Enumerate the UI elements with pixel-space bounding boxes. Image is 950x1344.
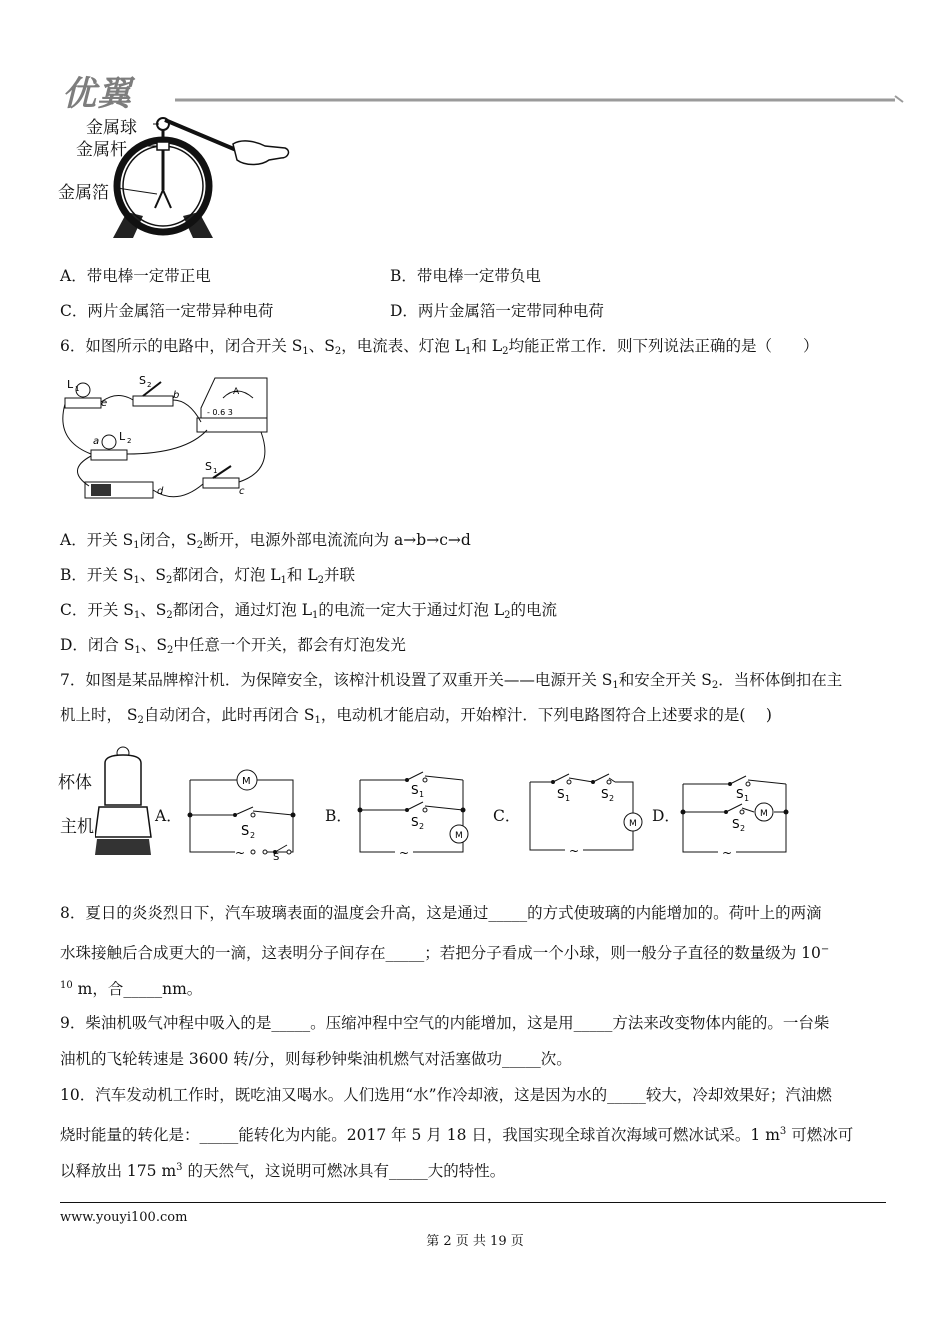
svg-text:S: S — [736, 787, 744, 801]
circuit-b — [355, 770, 475, 860]
svg-text:2: 2 — [147, 381, 152, 389]
svg-text:1: 1 — [565, 794, 571, 803]
svg-text:M: M — [760, 809, 768, 819]
svg-text:1: 1 — [744, 794, 750, 803]
svg-text:c: c — [239, 486, 245, 497]
svg-text:S: S — [411, 815, 419, 829]
svg-text:1: 1 — [419, 790, 425, 799]
q6-stem: 6．如图所示的电路中，闭合开关 $S_1$、$S_2$，电流表、灯泡 $L_1$和 $L_2$均能正常工作．则下列说法正确的是（ ） — [60, 337, 819, 357]
header-logo: 优翼 — [62, 74, 132, 114]
svg-text:S: S — [139, 374, 146, 387]
q6-option-b: B．开关 $S_1$、$S_2$都闭合，灯泡 $L_1$和 $L_2$并联 — [60, 566, 356, 586]
q7-option-b-label: B． — [325, 807, 352, 825]
q5-option-c: C．两片金属箔一定带异种电荷 — [60, 302, 274, 320]
svg-text:M: M — [629, 819, 637, 829]
svg-text:a: a — [93, 436, 100, 447]
q10-line2: 烧时能量的转化是：_____能转化为内能。2017 年 5 月 18 日，我国实现全球首次海域可燃冰试采。1 $m^3$ 可燃冰可 — [60, 1126, 854, 1144]
q9-line1: 9．柴油机吸气冲程中吸入的是_____。压缩冲程中空气的内能增加，这是用_____方法来改变物体内能的。一台柴 — [60, 1014, 830, 1032]
q6-option-a: A．开关 $S_1$闭合，$S_2$断开，电源外部电流流向为 a→b→c→d — [60, 531, 471, 551]
svg-text:1: 1 — [213, 467, 218, 475]
label-metal-ball: 金属球 — [86, 118, 137, 138]
q7-stem-line2: 机上时， $S_2$自动闭合，此时再闭合 $S_1$，电动机才能启动，开始榨汁．下列电路图符合上述要求的是( ) — [60, 706, 772, 726]
q7-stem-line1: 7．如图是某品牌榨汁机．为保障安全，该榨汁机设置了双重开关——电源开关 $S_1$和安全开关 $S_2$．当杯体倒扣在主 — [60, 671, 843, 691]
q10-line1: 10．汽车发动机工作时，既吃油又喝水。人们选用“水”作冷却液，这是因为水的_____较大，冷却效果好；汽油燃 — [60, 1086, 832, 1104]
q7-option-c-label: C． — [493, 807, 521, 825]
header-rule — [175, 92, 905, 106]
q5-option-b: B．带电棒一定带负电 — [390, 267, 541, 285]
svg-text:S: S — [411, 783, 419, 797]
svg-text:M: M — [455, 831, 463, 841]
q8-line2: 水珠接触后合成更大的一滴，这表明分子间存在_____；若把分子看成一个小球，则一般分子直径的数量级为 10− — [60, 944, 830, 962]
svg-text:e: e — [101, 398, 108, 409]
footer-url[interactable]: www.youyi100.com — [60, 1210, 188, 1225]
circuit-c — [525, 770, 645, 860]
label-metal-rod: 金属杆 — [76, 140, 127, 160]
svg-text:S: S — [273, 852, 280, 860]
footer-rule — [60, 1202, 886, 1203]
svg-text:- 0.6 3: - 0.6 3 — [207, 408, 233, 417]
svg-text:~: ~ — [722, 846, 733, 860]
svg-text:~: ~ — [399, 846, 410, 860]
circuit-d — [678, 770, 798, 860]
svg-text:1: 1 — [75, 385, 80, 393]
svg-text:M: M — [242, 776, 251, 787]
q7-option-d-label: D． — [652, 807, 680, 825]
svg-text:L: L — [67, 378, 74, 391]
svg-text:S: S — [241, 824, 250, 839]
svg-text:2: 2 — [609, 794, 615, 803]
svg-text:S: S — [601, 787, 609, 801]
svg-text:2: 2 — [740, 824, 746, 833]
svg-text:S: S — [205, 460, 212, 473]
svg-text:~: ~ — [235, 846, 246, 860]
svg-text:S: S — [557, 787, 565, 801]
svg-text:2: 2 — [250, 831, 256, 840]
svg-text:S: S — [732, 817, 740, 831]
q6-option-d: D．闭合 $S_1$、$S_2$中任意一个开关，都会有灯泡发光 — [60, 636, 406, 656]
q8-line1: 8．夏日的炎炎烈日下，汽车玻璃表面的温度会升高，这是通过_____的方式使玻璃的内能增加的。荷叶上的两滴 — [60, 904, 822, 922]
svg-text:d: d — [157, 486, 164, 497]
label-host: 主机 — [60, 817, 94, 837]
label-metal-foil: 金属箔 — [58, 183, 109, 203]
svg-text:b: b — [173, 390, 180, 401]
circuit-a — [185, 765, 305, 860]
svg-text:2: 2 — [127, 437, 132, 445]
svg-text:2: 2 — [419, 822, 425, 831]
label-cup: 杯体 — [58, 773, 92, 793]
q9-line2: 油机的飞轮转速是 3600 转/分，则每秒钟柴油机燃气对活塞做功_____次。 — [60, 1050, 572, 1068]
q8-line3: $^{10}$ m，合_____nm。 — [60, 980, 203, 998]
q6-option-c: C．开关 $S_1$、$S_2$都闭合，通过灯泡 $L_1$的电流一定大于通过灯泡 $L_2$的电流 — [60, 601, 558, 621]
q5-option-d: D．两片金属箔一定带同种电荷 — [390, 302, 604, 320]
q6-circuit-figure — [55, 370, 295, 510]
footer-page-number: 第 2 页 共 19 页 — [426, 1234, 524, 1249]
q5-option-a: A．带电棒一定带正电 — [60, 267, 211, 285]
svg-text:A: A — [233, 387, 240, 397]
juicer-figure — [95, 745, 160, 860]
svg-text:L: L — [119, 430, 126, 443]
q7-option-a-label: A． — [155, 807, 182, 825]
q10-line3: 以释放出 175 $m^3$ 的天然气，这说明可燃冰具有_____大的特性。 — [60, 1162, 506, 1180]
svg-text:~: ~ — [569, 844, 580, 858]
